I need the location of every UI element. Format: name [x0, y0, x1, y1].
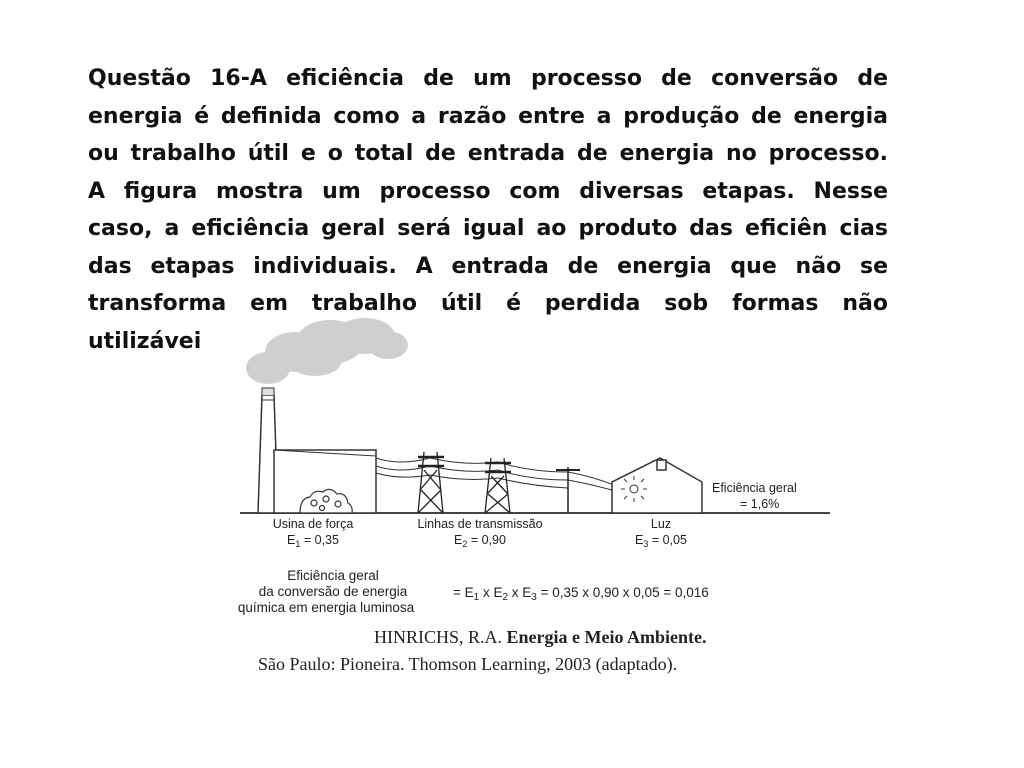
- stage2-name: Linhas de transmissão: [417, 517, 543, 531]
- overall-efficiency-label: Eficiência geral: [712, 481, 797, 495]
- bottom-label-line2: da conversão de energia: [258, 584, 408, 599]
- smokestack: [258, 388, 278, 513]
- transmission-tower-2: [485, 458, 511, 513]
- stage3-name: Luz: [650, 517, 672, 531]
- stage1-name: Usina de força: [272, 517, 354, 531]
- question-line: A figura mostra um processo com diversas etapas. Nesse: [88, 178, 888, 204]
- citation-line1: HINRICHS, R.A. Energia e Meio Ambiente.: [374, 627, 707, 647]
- question-line: transforma em trabalho útil é perdida sob formas não: [88, 291, 888, 316]
- question-line: energia é definida como a razão entre a produção de energia: [88, 103, 888, 129]
- bottom-label-line3: química em energia luminosa: [237, 600, 415, 615]
- question-line: ou trabalho útil e o total de entrada de energia no processo.: [88, 141, 888, 166]
- question-line: das etapas individuais. A entrada de energia que não se: [88, 253, 888, 279]
- question-text: [88, 60, 888, 360]
- question-line: Questão 16-A eficiência de um processo de conversão de: [88, 66, 888, 91]
- question-line: utilizávei: [88, 328, 202, 354]
- transmission-tower-1: [418, 452, 444, 513]
- question-line: caso, a eficiência geral será igual ao produto das eficiên cias: [88, 216, 888, 241]
- coal-pile-icon: [300, 489, 352, 513]
- efficiency-equation: = $E_1$ x $E_2$ x $E_3 = 0,35$ x 0,90 x 0,05 = 0,016: [453, 585, 709, 603]
- power-plant-building: [274, 450, 376, 513]
- bottom-label-line1: Eficiência geral: [287, 568, 379, 583]
- overall-efficiency-value: = 1,6%: [740, 497, 780, 511]
- stage2-efficiency: $E_2 = 0,90$: [454, 533, 506, 549]
- stage1-efficiency: $E_1 = 0,35$: [287, 533, 339, 549]
- transmission-wires: [376, 458, 625, 494]
- house-icon: [612, 458, 702, 513]
- citation-line2: São Paulo: Pioneira. Thomson Learning, 2003 (adaptado).: [258, 654, 678, 674]
- utility-pole: [556, 467, 580, 513]
- light-bulb-icon: [621, 476, 647, 502]
- stage3-efficiency: $E_3 = 0,05$: [635, 533, 687, 549]
